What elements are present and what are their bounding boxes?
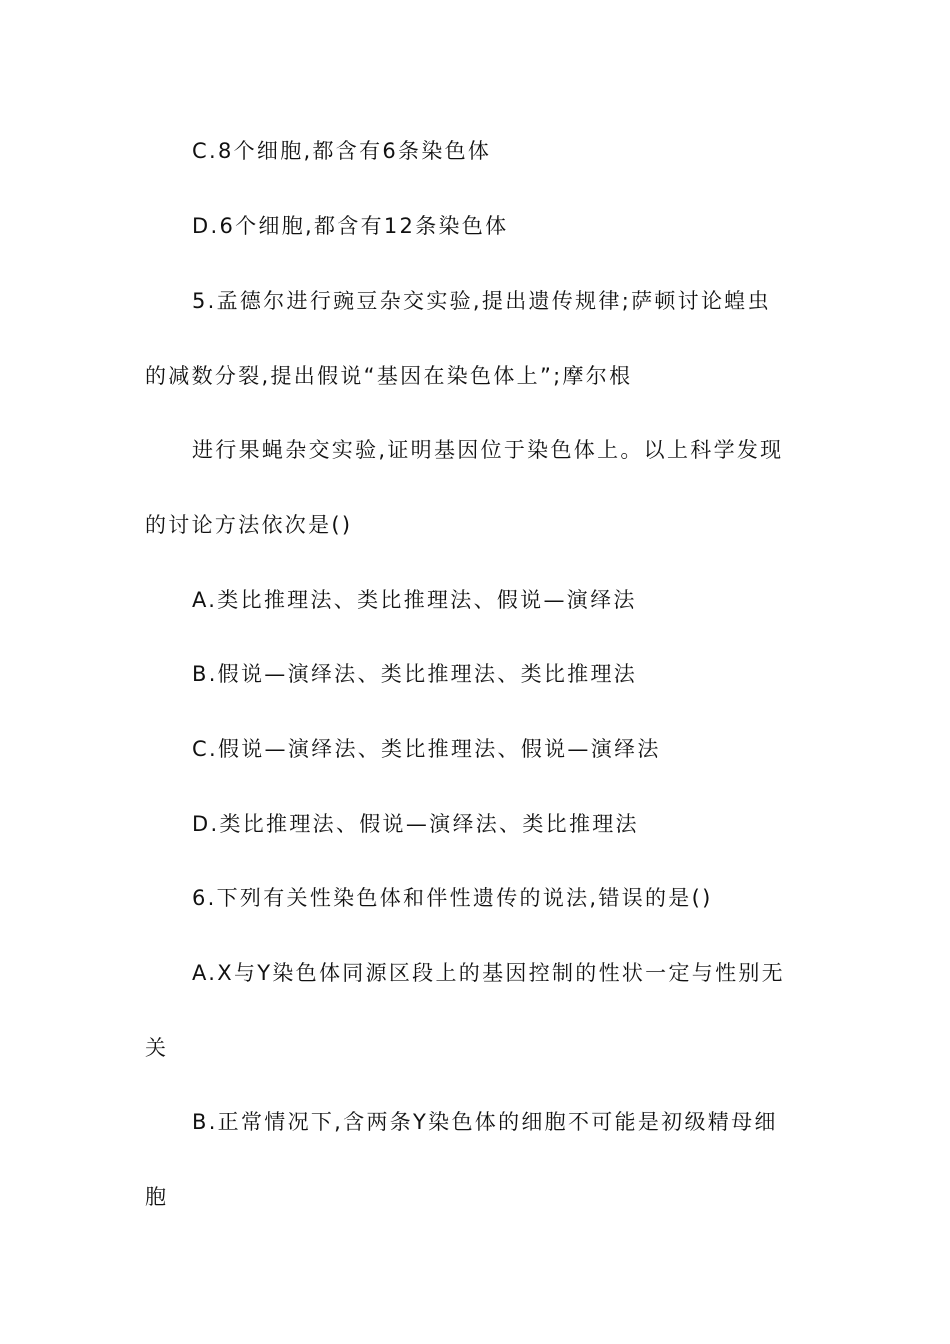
question-5-line-4: 的讨论方法依次是(): [145, 513, 353, 537]
option-5a: A.类比推理法、类比推理法、假说—演绎法: [192, 588, 637, 612]
option-4d: D.6个细胞,都含有12条染色体: [192, 214, 509, 238]
question-5-line-1: 5.孟德尔进行豌豆杂交实验,提出遗传规律;萨顿讨论蝗虫: [192, 289, 771, 313]
question-5-line-2: 的减数分裂,提出假说“基因在染色体上”;摩尔根: [145, 364, 633, 388]
option-5b: B.假说—演绎法、类比推理法、类比推理法: [192, 662, 638, 686]
question-6: 6.下列有关性染色体和伴性遗传的说法,错误的是(): [192, 886, 713, 910]
option-5c: C.假说—演绎法、类比推理法、假说—演绎法: [192, 737, 661, 761]
option-5d: D.类比推理法、假说—演绎法、类比推理法: [192, 812, 639, 836]
option-6b-line-2: 胞: [145, 1185, 169, 1209]
option-6b-line-1: B.正常情况下,含两条Y染色体的细胞不可能是初级精母细: [192, 1110, 778, 1134]
option-6a-line-2: 关: [145, 1036, 169, 1060]
option-4c: C.8个细胞,都含有6条染色体: [192, 139, 492, 163]
question-5-line-3: 进行果蝇杂交实验,证明基因位于染色体上。以上科学发现: [192, 438, 784, 462]
option-6a-line-1: A.X与Y染色体同源区段上的基因控制的性状一定与性别无: [192, 961, 785, 985]
